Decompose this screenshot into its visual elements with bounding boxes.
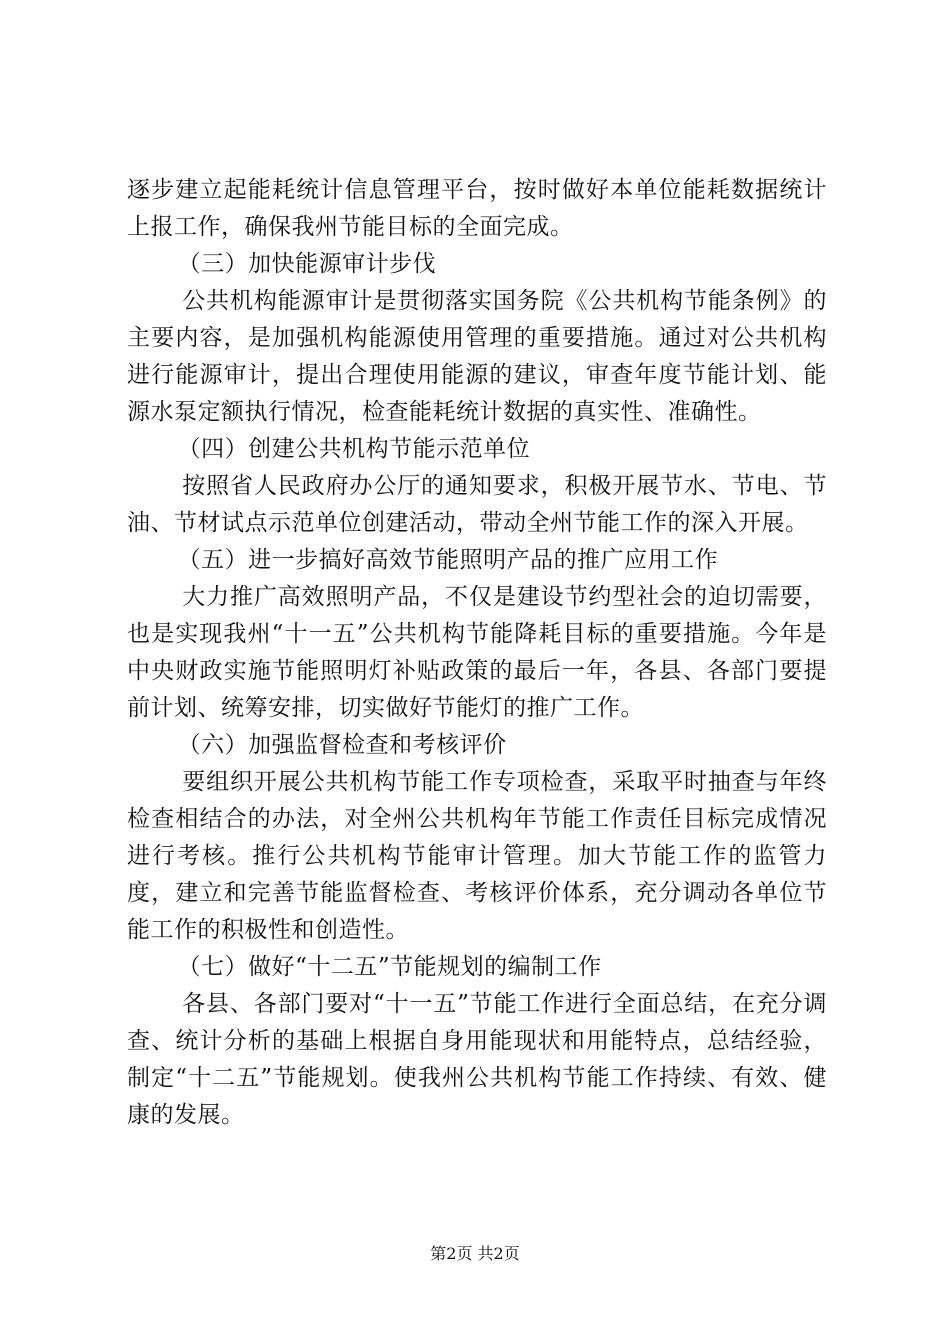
section-heading-6: （六）加强监督检查和考核评价 (177, 732, 507, 758)
document-body (127, 172, 827, 1134)
section-heading-3: （三）加快能源审计步伐 (177, 251, 437, 277)
section-heading-5: （五）进一步搞好高效节能照明产品的推广应用工作 (177, 547, 719, 573)
paragraph-supervision: 要组织开展公共机构节能工作专项检查，采取平时抽查与年终检查相结合的办法，对全州公共机构年节能工作责任目标完成情况进行考核。推行公共机构节能审计管理。加大节能工作的监管力度，建立和完善节能监督检查、考核评价体系，充分调动各单位节能工作的积极性和创造性。 (127, 769, 827, 943)
paragraph-planning: 各县、各部门要对“十一五”节能工作进行全面总结，在充分调查、统计分析的基础上根据自身用能现状和用能特点，总结经验，制定“十二五”节能规划。使我州公共机构节能工作持续、有效、健康的发展。 (127, 991, 827, 1128)
section-heading-4: （四）创建公共机构节能示范单位 (177, 436, 531, 462)
page-number-footer: 第2页 共2页 (430, 1244, 520, 1263)
paragraph-lighting: 大力推广高效照明产品，不仅是建设节约型社会的迫切需要，也是实现我州“十一五”公共机构节能降耗目标的重要措施。今年是中央财政实施节能照明灯补贴政策的最后一年，各县、各部门要提前计划、统筹安排，切实做好节能灯的推广工作。 (127, 584, 827, 721)
paragraph-demo-units: 按照省人民政府办公厅的通知要求，积极开展节水、节电、节油、节材试点示范单位创建活动，带动全州节能工作的深入开展。 (127, 473, 827, 536)
paragraph-continuation: 逐步建立起能耗统计信息管理平台，按时做好本单位能耗数据统计上报工作，确保我州节能目标的全面完成。 (127, 177, 827, 240)
paragraph-energy-audit: 公共机构能源审计是贯彻落实国务院《公共机构节能条例》的主要内容，是加强机构能源使用管理的重要措施。通过对公共机构进行能源审计，提出合理使用能源的建议，审查年度节能计划、能源水泵定额执行情况，检查能耗统计数据的真实性、准确性。 (127, 288, 827, 425)
section-heading-7: （七）做好“十二五”节能规划的编制工作 (177, 954, 602, 980)
